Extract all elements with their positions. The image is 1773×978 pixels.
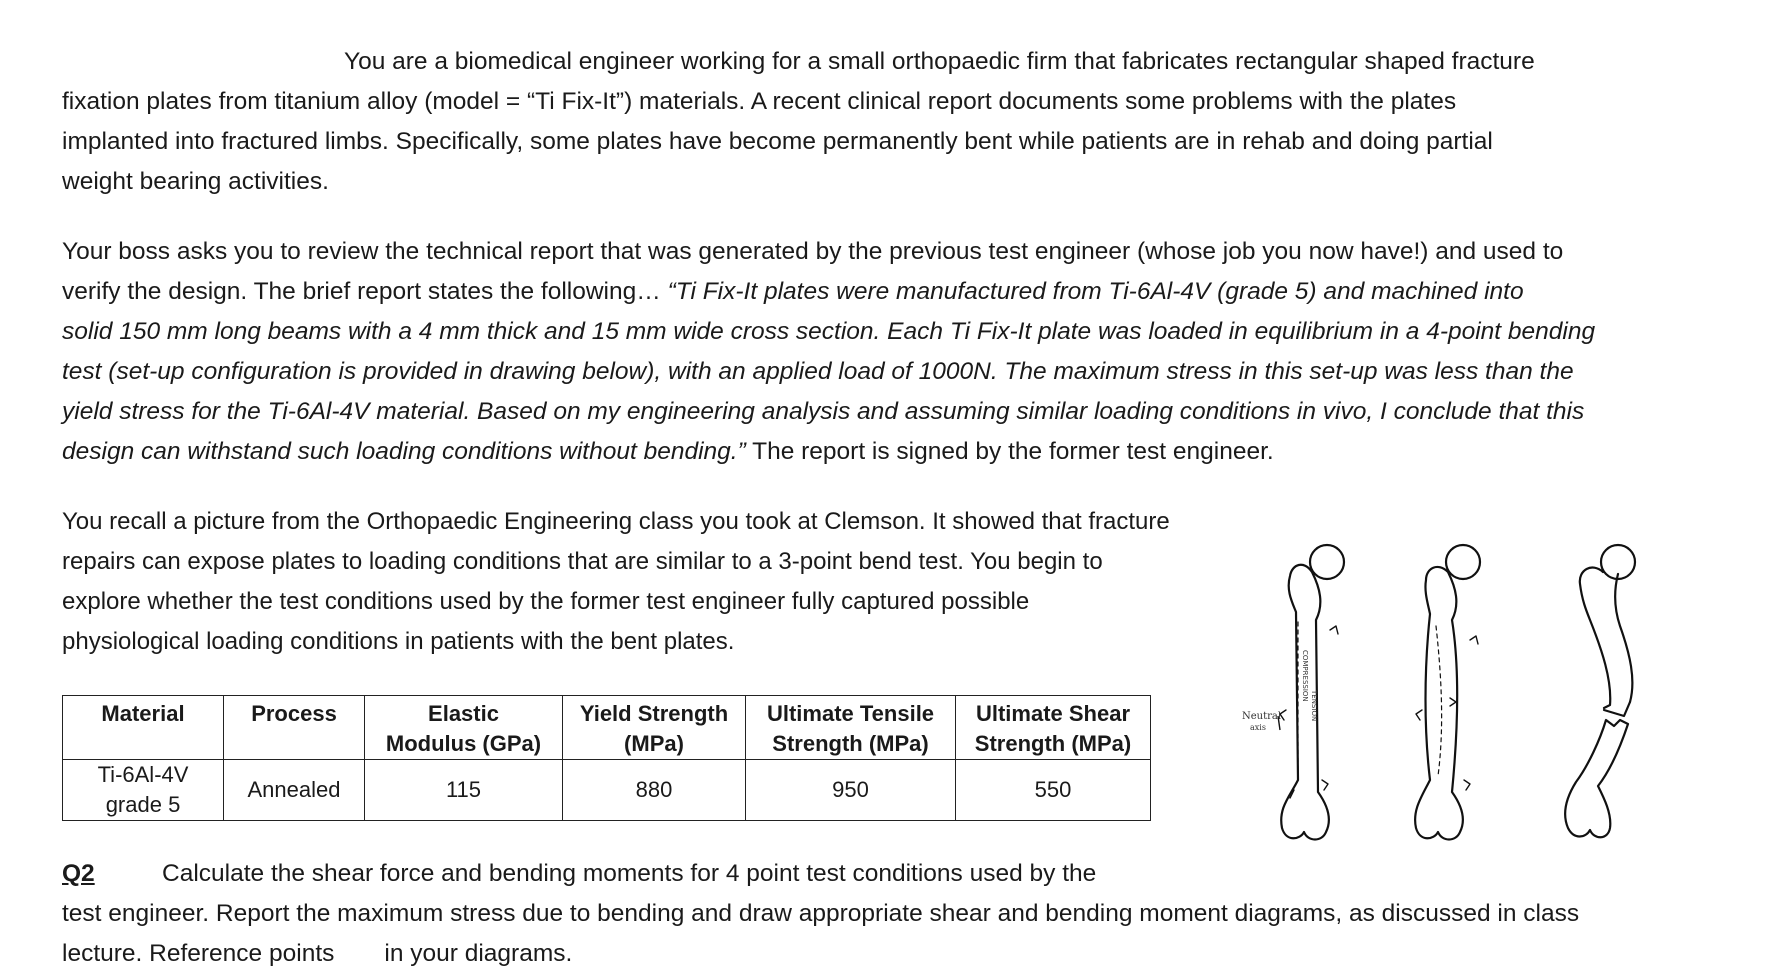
recall-line-4: physiological loading conditions in patients with the bent plates. [62,628,735,655]
header-ultimate-tensile: Ultimate Tensile Strength (MPa) [746,696,956,760]
intro-line-1: You are a biomedical engineer working for a small orthopaedic firm that fabricates rectangular shaped fracture [344,48,1535,75]
cell-process: Annealed [224,760,365,821]
recall-paragraph [62,502,1212,662]
report-line-2-plain: verify the design. The brief report states the following… [62,278,668,305]
report-line-4: test (set-up configuration is provided in drawing below), with an applied load of 1000N. The maximum stress in this set-up was less than the [62,358,1574,385]
header-material: Material [63,696,224,760]
report-line-1: Your boss asks you to review the technical report that was generated by the previous test engineer (whose job you now have!) and used to [62,238,1564,265]
cell-material: Ti-6Al-4V grade 5 [63,760,224,821]
cell-uts: 950 [746,760,956,821]
intro-line-2: fixation plates from titanium alloy (model = “Ti Fix-It”) materials. A recent clinical report documents some problems with the plates [62,88,1457,115]
q2-line-2: test engineer. Report the maximum stress due to bending and draw appropriate shear and bending moment diagrams, as discussed in class [62,900,1580,927]
q2-line-3b: in your diagrams. [384,940,573,967]
recall-line-3: explore whether the test conditions used by the former test engineer fully captured possible [62,588,1030,615]
header-process: Process [224,696,365,760]
report-line-2 [62,272,1672,312]
intro-line-4: weight bearing activities. [62,168,329,195]
femur-fractured-drawing [1565,545,1635,837]
intro-line-3: implanted into fractured limbs. Specifically, some plates have become permanently bent while patients are in rehab and doing partial [62,128,1493,155]
cell-shear: 550 [956,760,1151,821]
report-line-6 [62,432,1672,472]
report-line-3: solid 150 mm long beams with a 4 mm thick and 15 mm wide cross section. Each Ti Fix-It plate was loaded in equilibrium in a 4-point bending [62,318,1596,345]
report-line-6-plain: The report is signed by the former test engineer. [745,438,1274,465]
question-2 [62,854,1742,974]
q2-line-1: Calculate the shear force and bending moments for 4 point test conditions used by the [162,860,1097,887]
table-header-row [63,696,1151,760]
header-elastic-modulus: Elastic Modulus (GPa) [365,696,563,760]
neutral-label: Neutral [1242,711,1282,722]
femur-bending-figure [1220,530,1700,870]
recall-line-1: You recall a picture from the Orthopaedic Engineering class you took at Clemson. It showed that fracture [62,508,1170,535]
tension-label: TENSION [1310,690,1318,722]
q2-label: Q2 [62,860,95,887]
report-paragraph [62,232,1672,472]
cell-modulus: 115 [365,760,563,821]
q2-line-3a: lecture. Reference points [62,940,335,967]
report-line-6-quote: design can withstand such loading conditions without bending.” [62,438,746,465]
compression-label: COMPRESSION [1301,650,1309,702]
header-ultimate-shear: Ultimate Shear Strength (MPa) [956,696,1151,760]
report-line-5: yield stress for the Ti-6Al-4V material. Based on my engineering analysis and assuming similar loading conditions in vivo, I conclude that this [62,398,1585,425]
header-yield-strength: Yield Strength (MPa) [563,696,746,760]
cell-yield: 880 [563,760,746,821]
material-properties-table [62,695,1151,821]
intro-paragraph [62,42,1672,202]
table-row [63,760,1151,821]
axis-label: axis [1250,723,1266,732]
femur-bending-drawing [1415,545,1480,840]
report-line-2-quote: “Ti Fix-It plates were manufactured from Ti-6Al-4V (grade 5) and machined into [667,278,1524,305]
recall-line-2: repairs can expose plates to loading conditions that are similar to a 3-point bend test. You begin to [62,548,1103,575]
